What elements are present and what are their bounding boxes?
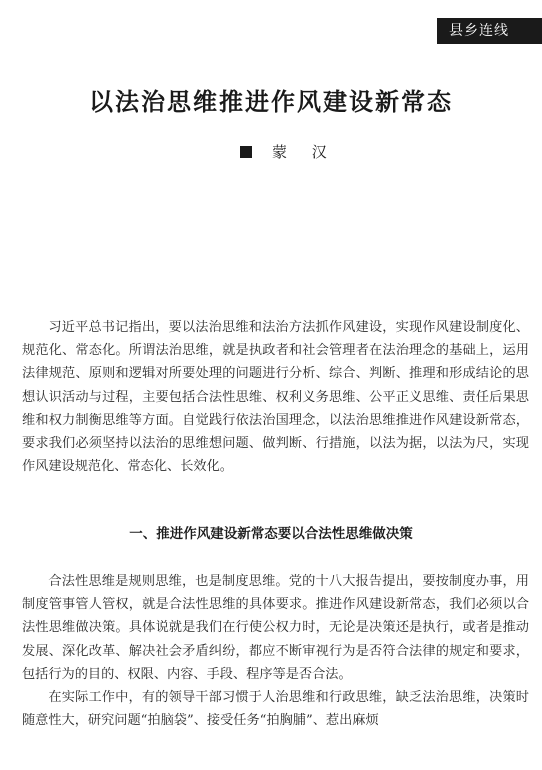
author-name: 蒙 汉 [272,143,337,161]
section-paragraph-2: 在实际工作中，有的领导干部习惯于人治思维和行政思维，缺乏法治思维，决策时随意性大，研究问题“拍脑袋”、接受任务“拍胸脯”、惹出麻烦 [22,690,529,729]
intro-paragraph: 习近平总书记指出，要以法治思维和法治方法抓作风建设，实现作风建设制度化、规范化、常态化。所谓法治思维，就是执政者和社会管理者在法治理念的基础上，运用法律规范、原则和逻辑对所要处理的问题进行分析、综合、判断、推理和形成结论的思想认识活动与过程，主要包括合法性思维、权利义务思维、公平正义思维、责任后果思维和权力制衡思维等方面。自觉践行依法治国理念，以法治思维推进作风建设新常态，要求我们必须坚持以法治的思维想问题、做判断、行措施，以法为据，以法为尺，实现作风建设规范化、常态化、长效化。 [22,320,529,475]
intro-section [22,316,529,478]
section-body [22,570,529,732]
section-paragraph-1: 合法性思维是规则思维，也是制度思维。党的十八大报告提出，要按制度办事，用制度管事管人管权，就是合法性思维的具体要求。推进作风建设新常态，我们必须以合法性思维做决策。具体说就是我们在行使公权力时，无论是决策还是执行，或者是推动发展、深化改革、解决社会矛盾纠纷，都应不断审视行为是否符合法律的规定和要求，包括行为的目的、权限、内容、手段、程序等是否合法。 [22,574,529,682]
section-heading: 一、推进作风建设新常态要以合法性思维做决策 [129,526,413,542]
byline [240,141,337,162]
square-bullet-icon [240,146,252,158]
column-tag: 县乡连线 [437,18,542,44]
article-title: 以法治思维推进作风建设新常态 [89,88,453,116]
